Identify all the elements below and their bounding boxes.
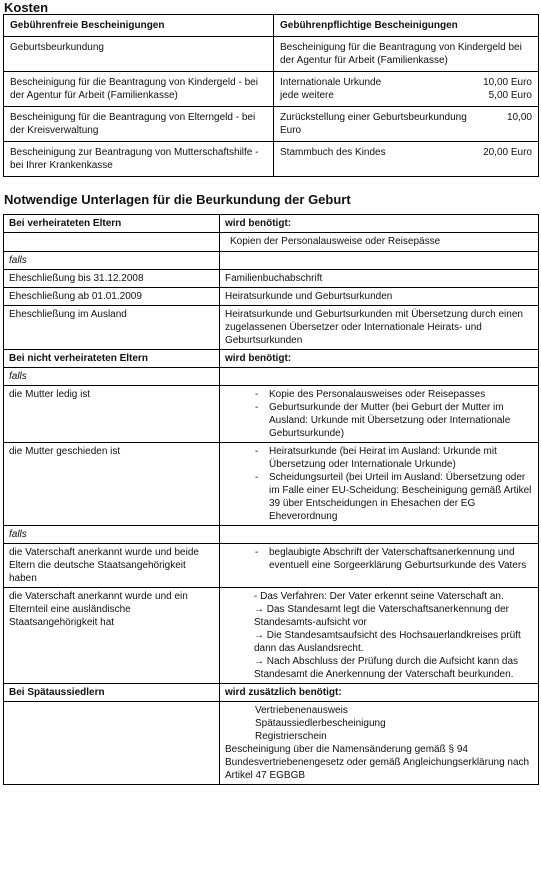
list-item: - Geburtsurkunde der Mutter (bei Geburt der Mutter im Ausland: Urkunde mit Übersetzung oder Internationale Geburtsurkunde)	[255, 401, 533, 440]
cell	[274, 142, 539, 177]
cell	[220, 588, 539, 684]
cell	[220, 544, 539, 588]
table-row	[4, 15, 539, 37]
section-heading-required: wird benötigt:	[220, 350, 539, 368]
cell	[220, 443, 539, 526]
price-label: Internationale Urkunde	[280, 77, 382, 88]
document-list	[225, 546, 533, 572]
list-item: - Heiratsurkunde (bei Heirat im Ausland: Urkunde mit Übersetzung oder Internationale Urkunde)	[255, 445, 533, 471]
falls-label: falls	[4, 526, 220, 544]
price-value: 20,00 Euro	[483, 147, 532, 158]
section-heading-additionally-required: wird zusätzlich benötigt:	[220, 684, 539, 702]
table-row	[4, 443, 539, 526]
price-value: 10,00 Euro	[483, 77, 532, 88]
table-row	[4, 588, 539, 684]
table-row	[4, 233, 539, 252]
cell	[220, 386, 539, 443]
section-heading-married: Bei verheirateten Eltern	[4, 215, 220, 233]
table-row	[4, 544, 539, 588]
document-item: Vertriebenenausweis	[255, 705, 348, 716]
procedure-step: - Das Verfahren: Der Vater erkennt seine Vaterschaft an.	[254, 591, 504, 602]
price-line	[280, 76, 532, 89]
procedure-step: → Nach Abschluss der Prüfung durch die Aufsicht kann das Standesamt die Anerkennung der Vaterschaft beurkunden.	[254, 656, 519, 680]
cell: Bescheinigung zur Beantragung von Mutterschaftshilfe - bei Ihrer Krankenkasse	[4, 142, 274, 177]
cell: Bescheinigung für die Beantragung von Kindergeld bei der Agentur für Arbeit (Familienkasse)	[274, 37, 539, 72]
unterlagen-table	[3, 214, 539, 785]
cell	[220, 702, 539, 785]
cell: Bescheinigung für die Beantragung von Kindergeld - bei der Agentur für Arbeit (Familienkasse)	[4, 72, 274, 107]
section-heading-late-repatriates: Bei Spätaussiedlern	[4, 684, 220, 702]
header-free: Gebührenfreie Bescheinigungen	[4, 15, 274, 37]
cell	[220, 368, 539, 386]
price-unit: Euro	[280, 125, 302, 136]
unterlagen-heading: Notwendige Unterlagen für die Beurkundung der Geburt	[4, 192, 351, 207]
table-row	[4, 142, 539, 177]
document-list	[225, 388, 533, 440]
cell: die Vaterschaft anerkannt wurde und beide Eltern die deutsche Staatsangehörigkeit haben	[4, 544, 220, 588]
table-row	[4, 72, 539, 107]
document-item: Spätaussiedlerbescheinigung	[255, 718, 386, 729]
table-row	[4, 37, 539, 72]
price-line	[280, 146, 532, 159]
table-row	[4, 526, 539, 544]
kosten-table	[3, 14, 539, 177]
cell: Heiratsurkunde und Geburtsurkunden mit Übersetzung durch einen zugelassenen Übersetzer oder Internationale Heirats- und Geburtsurkunden	[220, 306, 539, 350]
section-heading-required: wird benötigt:	[220, 215, 539, 233]
cell: Heiratsurkunde und Geburtsurkunden	[220, 288, 539, 306]
cell: Familienbuchabschrift	[220, 270, 539, 288]
header-paid: Gebührenpflichtige Bescheinigungen	[274, 15, 539, 37]
section-heading-unmarried: Bei nicht verheirateten Eltern	[4, 350, 220, 368]
price-value: 10,00	[506, 112, 532, 123]
cell	[274, 72, 539, 107]
table-row	[4, 702, 539, 785]
cell: die Vaterschaft anerkannt wurde und ein Elternteil eine ausländische Staatsangehörigkeit hat	[4, 588, 220, 684]
cell	[220, 252, 539, 270]
price-line	[280, 89, 532, 102]
procedure-step: → Die Standesamtsaufsicht des Hochsauerlandkreises prüft dann das Auslandsrecht.	[254, 630, 521, 654]
cell: Bescheinigung für die Beantragung von Elterngeld - bei der Kreisverwaltung	[4, 107, 274, 142]
cell	[4, 702, 220, 785]
cell: Eheschließung ab 01.01.2009	[4, 288, 220, 306]
cell: Eheschließung bis 31.12.2008	[4, 270, 220, 288]
list-item: - Kopie des Personalausweises oder Reisepasses	[255, 388, 533, 401]
table-row	[4, 684, 539, 702]
name-change-note: Bescheinigung über die Namensänderung gemäß § 94 Bundesvertriebenengesetz oder gemäß Angleichungserklärung nach Artikel 47 EGBGB	[225, 744, 530, 781]
table-row	[4, 350, 539, 368]
list-item: - beglaubigte Abschrift der Vaterschaftsanerkennung und eventuell eine Sorgeerklärung Geburtsurkunde des Vaters	[255, 546, 533, 572]
falls-label: falls	[4, 368, 220, 386]
cell	[220, 526, 539, 544]
list-item: - Scheidungsurteil (bei Urteil im Ausland: Übersetzung oder im Falle einer EU-Scheidung: Bescheinigung gemäß Artikel 39 über Entscheidungen in Ehesachen der EG Eheverordnung	[255, 471, 533, 523]
table-row	[4, 288, 539, 306]
document-item: Registrierschein	[255, 731, 327, 742]
cell: die Mutter ledig ist	[4, 386, 220, 443]
table-row	[4, 368, 539, 386]
cell: Kopien der Personalausweise oder Reisepässe	[220, 233, 539, 252]
falls-label: falls	[4, 252, 220, 270]
table-row	[4, 306, 539, 350]
cell	[4, 233, 220, 252]
table-row	[4, 107, 539, 142]
table-row	[4, 252, 539, 270]
cell: Eheschließung im Ausland	[4, 306, 220, 350]
kosten-heading: Kosten	[4, 0, 49, 15]
cell: die Mutter geschieden ist	[4, 443, 220, 526]
price-value: 5,00 Euro	[488, 90, 532, 101]
cell	[274, 107, 539, 142]
cell: Geburtsbeurkundung	[4, 37, 274, 72]
price-label: Zurückstellung einer Geburtsbeurkundung	[280, 112, 467, 123]
table-row	[4, 270, 539, 288]
table-row	[4, 215, 539, 233]
price-label: Stammbuch des Kindes	[280, 147, 386, 158]
table-row	[4, 386, 539, 443]
document-list	[225, 445, 533, 523]
price-line	[280, 111, 532, 124]
price-label: jede weitere	[280, 90, 334, 101]
procedure-step: → Das Standesamt legt die Vaterschaftsanerkennung der Standesamts-aufsicht vor	[254, 604, 509, 628]
